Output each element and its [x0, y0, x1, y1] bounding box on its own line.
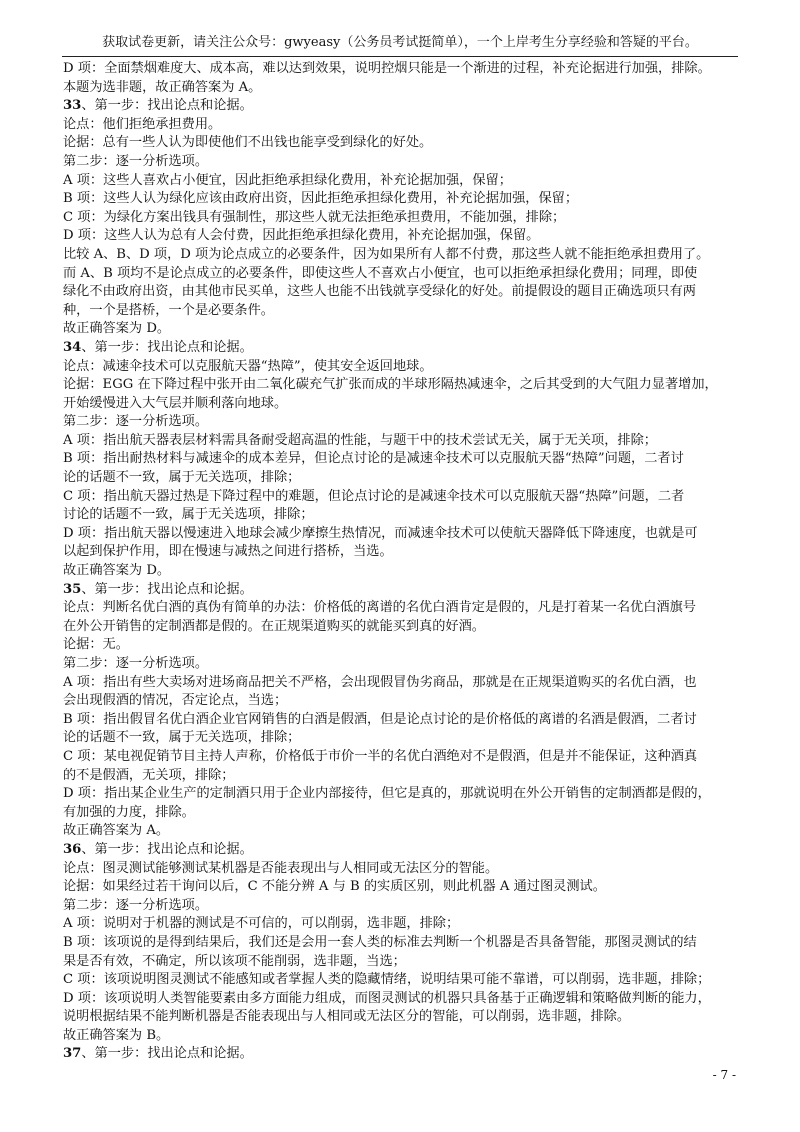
line-text: 而 A、B 项均不是论点成立的必要条件，即使这些人不喜欢占小便宜，也可以拒绝承担绿化费用；同理，即使 — [63, 265, 698, 281]
text-line — [63, 692, 741, 711]
text-line — [63, 227, 741, 246]
text-line — [63, 358, 741, 377]
line-text: C 项：为绿化方案出钱具有强制性，那这些人就无法拒绝承担费用，不能加强，排除； — [63, 209, 566, 225]
text-line — [63, 246, 741, 265]
line-text: B 项：这些人认为绿化应该由政府出资，因此拒绝承担绿化费用，补充论据加强，保留； — [63, 191, 579, 207]
text-line — [63, 618, 741, 637]
line-text: 第二步：逐一分析选项。 — [63, 656, 209, 671]
line-text: 开始缓慢进入大气层并顺利落向地球。 — [63, 395, 288, 411]
text-line — [63, 934, 741, 953]
text-line — [63, 915, 741, 934]
line-text: 、第一步：找出论点和论据。 — [81, 1046, 253, 1062]
line-text: 种，一个是搭桥，一个是必要条件。 — [63, 302, 274, 318]
text-line — [63, 450, 741, 469]
question-number: 35 — [63, 581, 82, 597]
line-text: 论点：判断名优白酒的真伪有简单的办法：价格低的离谱的名优白酒肯定是假的，凡是打着某一名优白酒旗号 — [63, 600, 696, 616]
line-text: 以起到保护作用，即在慢速与减热之间进行搭桥，当选。 — [63, 544, 393, 560]
line-text: 第二步：逐一分析选项。 — [63, 153, 209, 169]
line-text: 论点：他们拒绝承担费用。 — [63, 116, 222, 132]
text-line — [63, 525, 741, 544]
line-text: 论的话题不一致，属于无关选项，排除； — [63, 730, 301, 746]
text-line — [63, 599, 741, 618]
text-line — [63, 1045, 741, 1064]
line-text: 论据：无。 — [63, 637, 129, 653]
line-text: 故正确答案为 B。 — [63, 1027, 170, 1043]
line-text: 比较 A、B、D 项，D 项为论点成立的必要条件，因为如果所有人都不付费，那这些人就不能拒绝承担费用了。 — [63, 246, 710, 262]
line-text: 果是否有效，不确定，所以该项不能削弱，选非题，当选； — [63, 953, 406, 969]
text-line — [63, 172, 741, 191]
line-text: 故正确答案为 D。 — [63, 321, 171, 337]
text-line — [63, 729, 741, 748]
line-text: 的不是假酒，无关项，排除； — [63, 767, 235, 783]
question-number: 36 — [63, 841, 82, 857]
line-text: D 项：指出航天器以慢速进入地球会减少摩擦生热情况，而减速伞技术可以使航天器降低下降速度，也就是可 — [63, 525, 698, 541]
line-text: D 项：这些人认为总有人会付费，因此拒绝承担绿化费用，补充论据加强，保留。 — [63, 228, 540, 244]
text-line — [63, 562, 741, 581]
text-line — [63, 822, 741, 841]
line-text: B 项：指出假冒名优白酒企业官网销售的白酒是假酒，但是论点讨论的是价格低的离谱的名酒是假酒，二者讨 — [63, 711, 697, 727]
text-line — [63, 543, 741, 562]
text-line — [63, 134, 741, 153]
text-line — [63, 1008, 741, 1027]
line-text: 说明根据结果不能判断机器是否能表现出与人相同或无法区分的智能，可以削弱，选非题，排除。 — [63, 1009, 631, 1025]
line-text: A 项：指出航天器表层材料需具备耐受超高温的性能，与题干中的技术尝试无关，属于无关项，排除； — [63, 432, 657, 448]
text-line — [63, 785, 741, 804]
text-line — [63, 748, 741, 767]
header-divider — [62, 56, 738, 57]
text-line — [63, 283, 741, 302]
line-text: 论据：如果经过若干询问以后，C 不能分辨 A 与 B 的实质区别，则此机器 A 通过图灵测试。 — [63, 879, 606, 895]
text-line — [63, 655, 741, 674]
text-line — [63, 1027, 741, 1046]
line-text: B 项：该项说的是得到结果后，我们还是会用一套人类的标准去判断一个机器是否具备智能，那图灵测试的结 — [63, 934, 697, 950]
document-body — [63, 60, 741, 1064]
line-text: 论点：图灵测试能够测试某机器是否能表现出与人相同或无法区分的智能。 — [63, 860, 499, 876]
text-line — [63, 265, 741, 284]
text-line — [63, 860, 741, 879]
text-line — [63, 97, 741, 116]
line-text: 有加强的力度，排除。 — [63, 804, 195, 820]
text-line — [63, 302, 741, 321]
line-text: 论据：EGG 在下降过程中张开由二氧化碳充气扩张而成的半球形隔热减速伞，之后其受到的大气阻力显著增加， — [63, 377, 718, 393]
text-line — [63, 897, 741, 916]
line-text: 论的话题不一致，属于无关选项，排除； — [63, 470, 301, 486]
text-line — [63, 767, 741, 786]
page-number: - 7 - — [712, 1068, 736, 1082]
line-text: A 项：指出有些大卖场对进场商品把关不严格，会出现假冒伪劣商品，那就是在正规渠道购买的名优白酒，也 — [63, 674, 697, 690]
line-text: D 项：该项说明人类智能要素由多方面能力组成，而图灵测试的机器只具备基于正确逻辑和策略做判断的能力， — [63, 990, 711, 1006]
text-line — [63, 153, 741, 172]
text-line — [63, 469, 741, 488]
text-line — [63, 711, 741, 730]
line-text: D 项：指出某企业生产的定制酒只用于企业内部接待，但它是真的，那就说明在外公开销售的定制酒都是假的， — [63, 786, 711, 802]
line-text: 论点：减速伞技术可以克服航天器“热障”，使其安全返回地球。 — [63, 358, 433, 374]
line-text: 绿化不由政府出资，由其他市民买单，这些人也能不出钱就享受绿化的好处。前提假设的题目正确选项只有两 — [63, 284, 696, 300]
text-line — [63, 953, 741, 972]
line-text: 故正确答案为 A。 — [63, 823, 170, 839]
text-line — [63, 413, 741, 432]
line-text: 、第一步：找出论点和论据。 — [81, 581, 253, 597]
text-line — [63, 339, 741, 358]
line-text: C 项：指出航天器过热是下降过程中的难题，但论点讨论的是减速伞技术可以克服航天器“热障”问题，二者 — [63, 488, 685, 504]
line-text: 、第一步：找出论点和论据。 — [81, 841, 253, 857]
line-text: A 项：这些人喜欢占小便宜，因此拒绝承担绿化费用，补充论据加强，保留； — [63, 172, 512, 188]
text-line — [63, 209, 741, 228]
line-text: 论据：总有一些人认为即使他们不出钱也能享受到绿化的好处。 — [63, 135, 433, 151]
text-line — [63, 190, 741, 209]
text-line — [63, 60, 741, 79]
question-number: 34 — [63, 339, 82, 355]
text-line — [63, 432, 741, 451]
text-line — [63, 636, 741, 655]
text-line — [63, 674, 741, 693]
line-text: 讨论的话题不一致，属于无关选项，排除； — [63, 507, 314, 523]
line-text: 故正确答案为 D。 — [63, 563, 171, 579]
text-line — [63, 488, 741, 507]
text-line — [63, 971, 741, 990]
text-line — [63, 116, 741, 135]
line-text: 会出现假酒的情况，否定论点，当选； — [63, 693, 288, 709]
text-line — [63, 878, 741, 897]
line-text: D 项：全面禁烟难度大、成本高，难以达到效果，说明控烟只能是一个渐进的过程，补充论据进行加强，排除。 — [63, 61, 711, 76]
question-number: 37 — [63, 1046, 82, 1062]
line-text: B 项：指出耐热材料与减速伞的成本差异，但论点讨论的是减速伞技术可以克服航天器“热障”问题，二者讨 — [63, 451, 684, 467]
line-text: 第二步：逐一分析选项。 — [63, 897, 209, 913]
page-header: 获取试卷更新，请关注公众号：gwyeasy（公务员考试挺简单），一个上岸考生分享经验和答疑的平台。 — [102, 35, 698, 50]
line-text: 第二步：逐一分析选项。 — [63, 414, 209, 430]
text-line — [63, 804, 741, 823]
text-line — [63, 79, 741, 98]
question-number: 33 — [63, 98, 82, 114]
text-line — [63, 395, 741, 414]
line-text: C 项：某电视促销节目主持人声称，价格低于市价一半的名优白酒绝对不是假酒，但是并不能保证，这种酒真 — [63, 748, 698, 764]
line-text: 在外公开销售的定制酒都是假的。在正规渠道购买的就能买到真的好酒。 — [63, 618, 485, 634]
text-line — [63, 581, 741, 600]
text-line — [63, 841, 741, 860]
line-text: C 项：该项说明图灵测试不能感知或者掌握人类的隐藏情绪，说明结果可能不靠谱，可以削弱，选非题，排除； — [63, 972, 711, 988]
text-line — [63, 320, 741, 339]
text-line — [63, 376, 741, 395]
line-text: 本题为选非题，故正确答案为 A。 — [63, 79, 262, 95]
line-text: 、第一步：找出论点和论据。 — [81, 339, 253, 355]
line-text: 、第一步：找出论点和论据。 — [81, 98, 253, 114]
text-line — [63, 990, 741, 1009]
line-text: A 项：说明对于机器的测试是不可信的，可以削弱，选非题，排除； — [63, 916, 460, 932]
text-line — [63, 506, 741, 525]
